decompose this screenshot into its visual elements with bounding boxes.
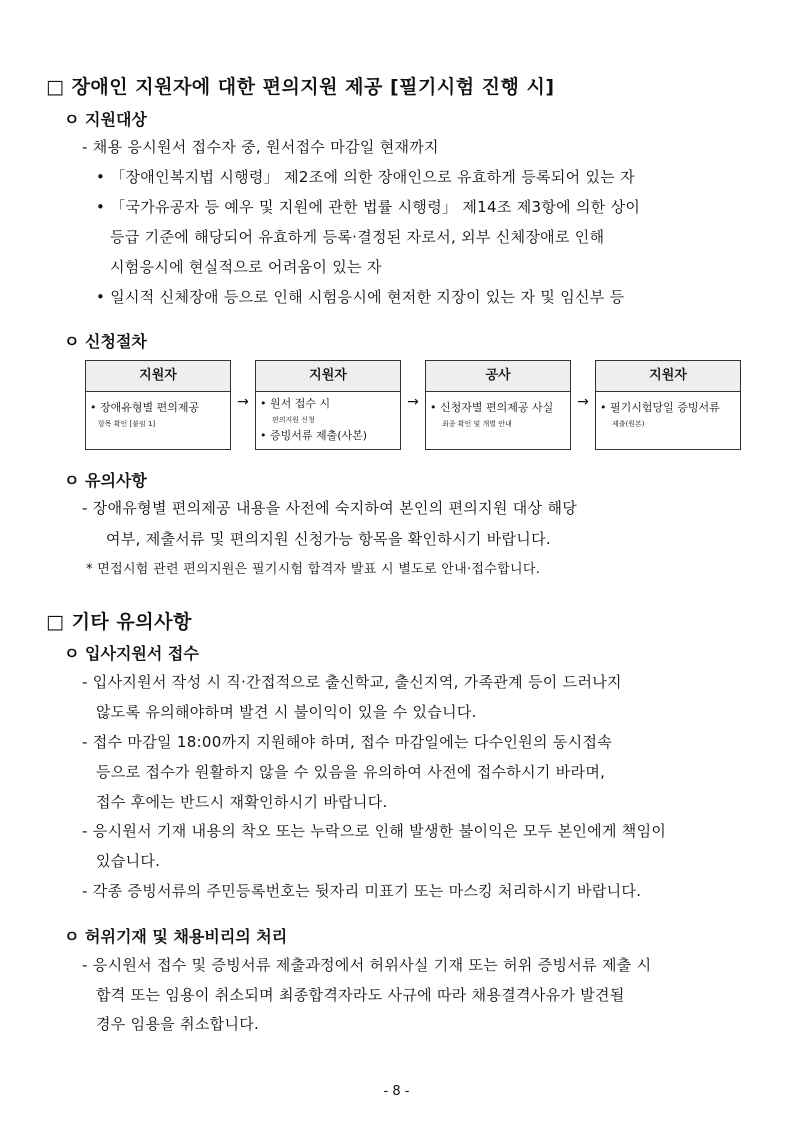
application-line: - 접수 마감일 18:00까지 지원해야 하며, 접수 마감일에는 다수인원의 동시접속 [82,733,613,751]
notes-footnote: * 면접시험 관련 편의지원은 필기시험 합격자 발표 시 별도로 안내·접수합니다. [86,562,541,577]
flow-step-2 [255,360,401,450]
procedure-flowchart [85,360,745,452]
target-bullet-1: • 「장애인복지법 시행령」 제2조에 의한 장애인으로 유효하게 등록되어 있는 자 [96,168,635,186]
target-bullet-3: • 일시적 신체장애 등으로 인해 시험응시에 현저한 지장이 있는 자 및 임신부 등 [96,288,625,306]
flow-step-4-head: 지원자 [596,361,740,392]
flow-step-1 [85,360,231,450]
fraud-line: 경우 임용을 취소합니다. [96,1015,260,1033]
flow-step-2-text: 편의지원 신청 [272,416,315,424]
flow-step-4-text: • 필기시험당일 증빙서류 [600,401,720,414]
target-bullet-2-cont: 등급 기준에 해당되어 유효하게 등록·결정된 자로서, 외부 신체장애로 인해 [110,228,605,246]
flow-step-3 [425,360,571,450]
notes-line: - 장애유형별 편의제공 내용을 사전에 숙지하여 본인의 편의지원 대상 해당 [82,499,578,517]
page-number: - 8 - [383,1084,410,1099]
section-title-other-notes: □ 기타 유의사항 [46,611,192,633]
application-line: 있습니다. [96,852,161,870]
subheading-fraud: ㅇ 허위기재 및 채용비리의 처리 [64,927,288,946]
flow-step-4 [595,360,741,450]
application-line: - 응시원서 기재 내용의 착오 또는 누락으로 인해 발생한 불이익은 모두 본인에게 책임이 [82,822,667,840]
fraud-line: - 응시원서 접수 및 증빙서류 제출과정에서 허위사실 기재 또는 허위 증빙서류 제출 시 [82,956,652,974]
target-bullet-2: • 「국가유공자 등 예우 및 지원에 관한 법률 시행령」 제14조 제3항에 의한 상이 [96,198,641,216]
flow-arrow: → [237,394,249,410]
subheading-procedure: ㅇ 신청절차 [64,332,147,351]
flow-step-1-head: 지원자 [86,361,230,392]
fraud-line: 합격 또는 임용이 취소되며 최종합격자라도 사규에 따라 채용결격사유가 발견될 [96,986,625,1004]
flow-step-1-text: 항목 확인 [붙임 1] [98,420,156,428]
application-line: 않도록 유의해야하며 발견 시 불이익이 있을 수 있습니다. [96,703,477,721]
flow-arrow: → [407,394,419,410]
application-line: - 입사지원서 작성 시 직·간접적으로 출신학교, 출신지역, 가족관계 등이 드러나지 [82,673,622,691]
target-bullet-2-cont: 시험응시에 현실적으로 어려움이 있는 자 [110,258,382,276]
flow-step-2-text: • 원서 접수 시 [260,397,331,410]
application-line: 등으로 접수가 원활하지 않을 수 있음을 유의하여 사전에 접수하시기 바라며, [96,763,606,781]
flow-step-3-text: • 신청자별 편의제공 사실 [430,401,554,414]
flow-step-2-head: 지원자 [256,361,400,392]
flow-step-2-text: • 증빙서류 제출(사본) [260,429,368,442]
section-title-disability-support: □ 장애인 지원자에 대한 편의지원 제공 [필기시험 진행 시] [46,76,555,98]
flow-step-1-text: • 장애유형별 편의제공 [90,401,200,414]
subheading-notes: ㅇ 유의사항 [64,471,147,490]
subheading-target: ㅇ 지원대상 [64,110,147,129]
flow-step-3-text: 최종 확인 및 개별 안내 [442,420,512,428]
notes-line: 여부, 제출서류 및 편의지원 신청가능 항목을 확인하시기 바랍니다. [106,530,551,548]
flow-step-3-head: 공사 [426,361,570,392]
flow-step-4-text: 제출(원본) [612,420,645,428]
application-line: 접수 후에는 반드시 재확인하시기 바랍니다. [96,793,388,811]
flow-arrow: → [577,394,589,410]
subheading-application: ㅇ 입사지원서 접수 [64,644,199,663]
target-intro: - 채용 응시원서 접수자 중, 원서접수 마감일 현재까지 [82,138,439,156]
application-line: - 각종 증빙서류의 주민등록번호는 뒷자리 미표기 또는 마스킹 처리하시기 바랍니다. [82,882,642,900]
